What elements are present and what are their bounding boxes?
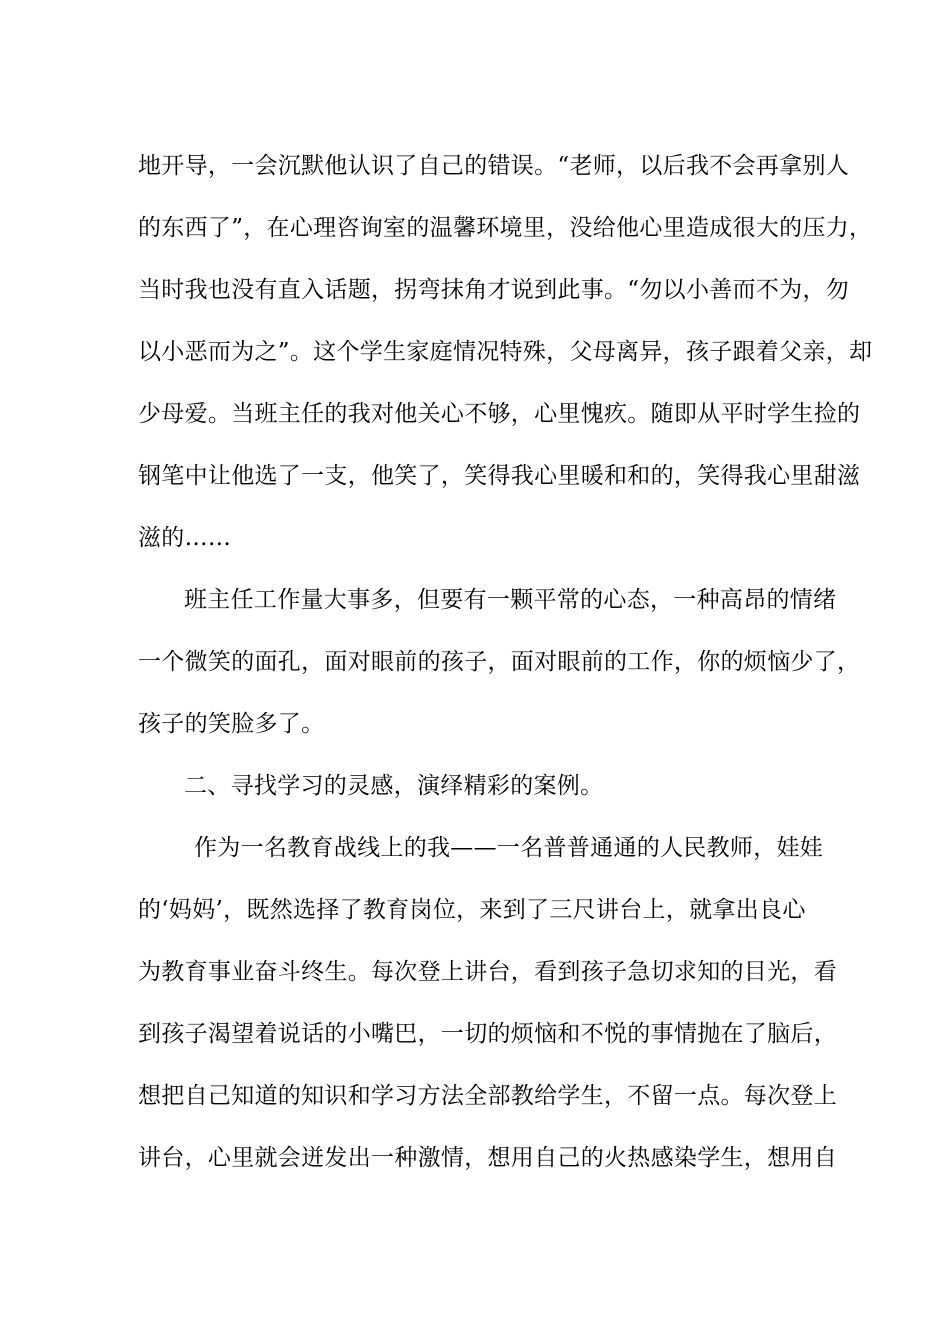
body-text-line: 一个微笑的面孔，面对眼前的孩子，面对眼前的工作，你的烦恼少了， <box>138 649 861 675</box>
body-text-line: 少母爱。当班主任的我对他关心不够，心里愧疚。随即从平时学生捡的 <box>138 401 861 427</box>
body-text-line: 以小恶而为之”。这个学生家庭情况特殊，父母离异，孩子跟着父亲，却 <box>138 339 873 365</box>
body-text-line: 当时我也没有直入话题，拐弯抹角才说到此事。“勿以小善而不为，勿 <box>138 277 850 303</box>
body-text-line: 的东西了”，在心理咨询室的温馨环境里，没给他心里造成很大的压力， <box>138 215 873 241</box>
body-text-line: 为教育事业奋斗终生。每次登上讲台，看到孩子急切求知的目光，看 <box>138 959 837 985</box>
body-text-line: 滋的…… <box>138 525 232 551</box>
body-text-line: 讲台，心里就会迸发出一种激情，想用自己的火热感染学生，想用自 <box>138 1145 837 1171</box>
body-text-line: 钢笔中让他选了一支，他笑了，笑得我心里暖和和的，笑得我心里甜滋 <box>138 463 861 489</box>
body-text-line: 想把自己知道的知识和学习方法全部教给学生，不留一点。每次登上 <box>138 1083 837 1109</box>
body-text-line: 到孩子渴望着说话的小嘴巴，一切的烦恼和不悦的事情抛在了脑后， <box>138 1021 837 1047</box>
body-text-line: 的‘妈妈’，既然选择了教育岗位，来到了三尺讲台上，就拿出良心 <box>138 897 806 923</box>
paragraph-first-line: 班主任工作量大事多，但要有一颗平常的心态，一种高昂的情绪 <box>184 587 837 613</box>
section-heading: 二、寻找学习的灵感，演绎精彩的案例。 <box>184 773 604 799</box>
body-text-line: 地开导，一会沉默他认识了自己的错误。“老师，以后我不会再拿别人 <box>138 153 850 179</box>
body-text-line: 孩子的笑脸多了。 <box>138 711 325 737</box>
paragraph-first-line: 作为一名教育战线上的我——一名普普通通的人民教师，娃娃 <box>194 835 824 861</box>
